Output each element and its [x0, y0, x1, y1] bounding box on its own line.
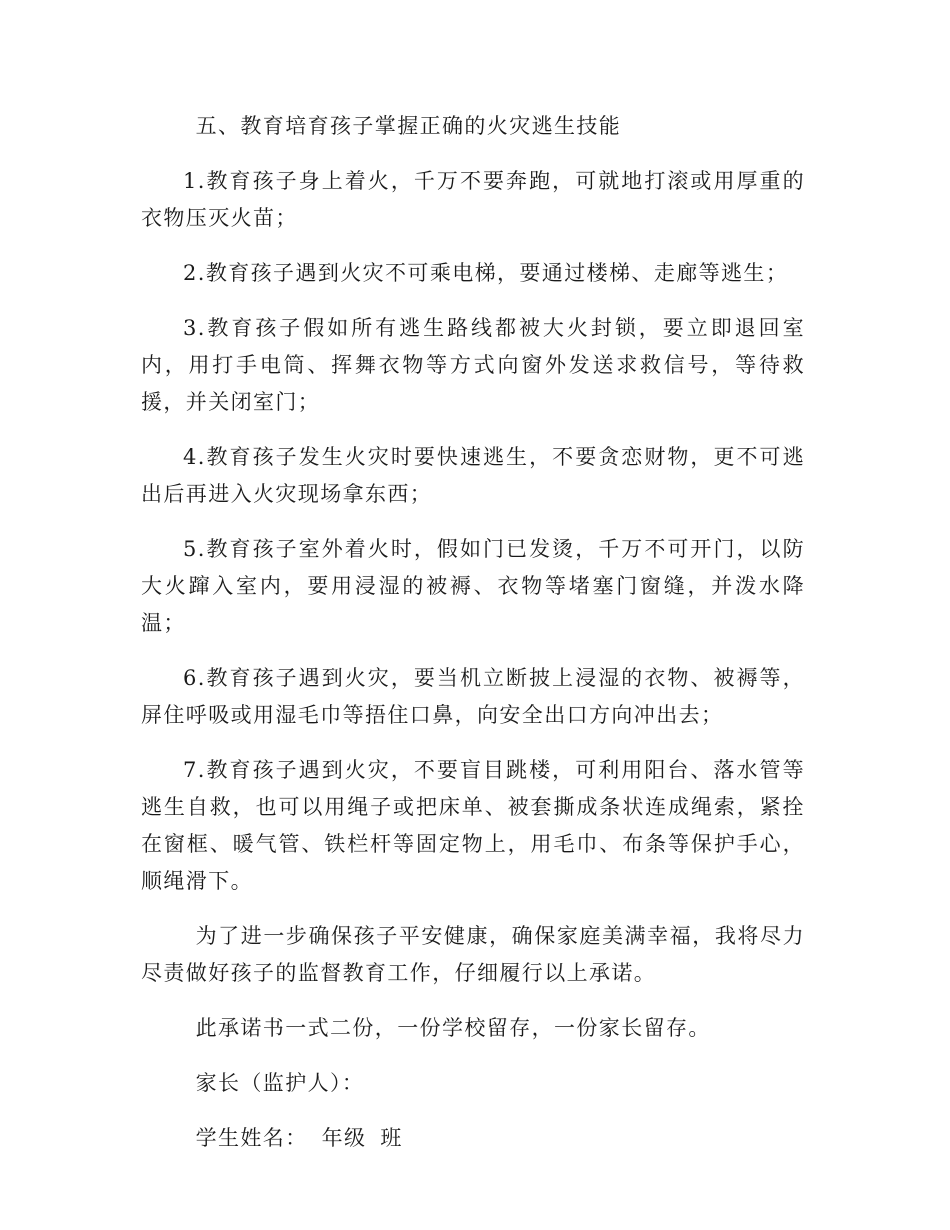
document-body — [141, 108, 805, 1175]
student-name-label: 学生姓名： — [195, 1126, 308, 1150]
student-info-line — [141, 1120, 805, 1157]
list-item: 7.教育孩子遇到火灾，不要盲目跳楼，可利用阳台、落水管等逃生自救，也可以用绳子或把床单、被套撕成条状连成绳索，紧拴在窗框、暖气管、铁栏杆等固定物上，用毛巾、布条等保护手心，顺绳滑下。 — [141, 758, 805, 893]
list-item: 6.教育孩子遇到火灾，要当机立断披上浸湿的衣物、被褥等，屏住呼吸或用湿毛巾等捂住口鼻，向安全出口方向冲出去； — [141, 666, 805, 727]
parent-signature-line: 家长（监护人）： — [195, 1071, 365, 1095]
list-item: 3.教育孩子假如所有逃生路线都被大火封锁，要立即退回室内，用打手电筒、挥舞衣物等方式向窗外发送求救信号，等待救援，并关闭室门； — [141, 316, 805, 414]
list-item: 2.教育孩子遇到火灾不可乘电梯，要通过楼梯、走廊等逃生； — [183, 261, 789, 285]
class-label: 班 — [380, 1126, 403, 1150]
closing-paragraph: 为了进一步确保孩子平安健康，确保家庭美满幸福，我将尽力尽责做好孩子的监督教育工作，仔细履行以上承诺。 — [141, 924, 805, 985]
grade-label: 年级 — [321, 1126, 367, 1150]
list-item: 5.教育孩子室外着火时，假如门已发烫，千万不可开门，以防大火蹿入室内，要用浸湿的被褥、衣物等堵塞门窗缝，并泼水降温； — [141, 537, 805, 635]
section-heading: 五、教育培育孩子掌握正确的火灾逃生技能 — [195, 114, 622, 138]
list-item: 1.教育孩子身上着火，千万不要奔跑，可就地打滚或用厚重的衣物压灭火苗； — [141, 169, 805, 230]
list-item: 4.教育孩子发生火灾时要快速逃生，不要贪恋财物，更不可逃出后再进入火灾现场拿东西； — [141, 445, 805, 506]
copies-note: 此承诺书一式二份，一份学校留存，一份家长留存。 — [195, 1016, 711, 1040]
